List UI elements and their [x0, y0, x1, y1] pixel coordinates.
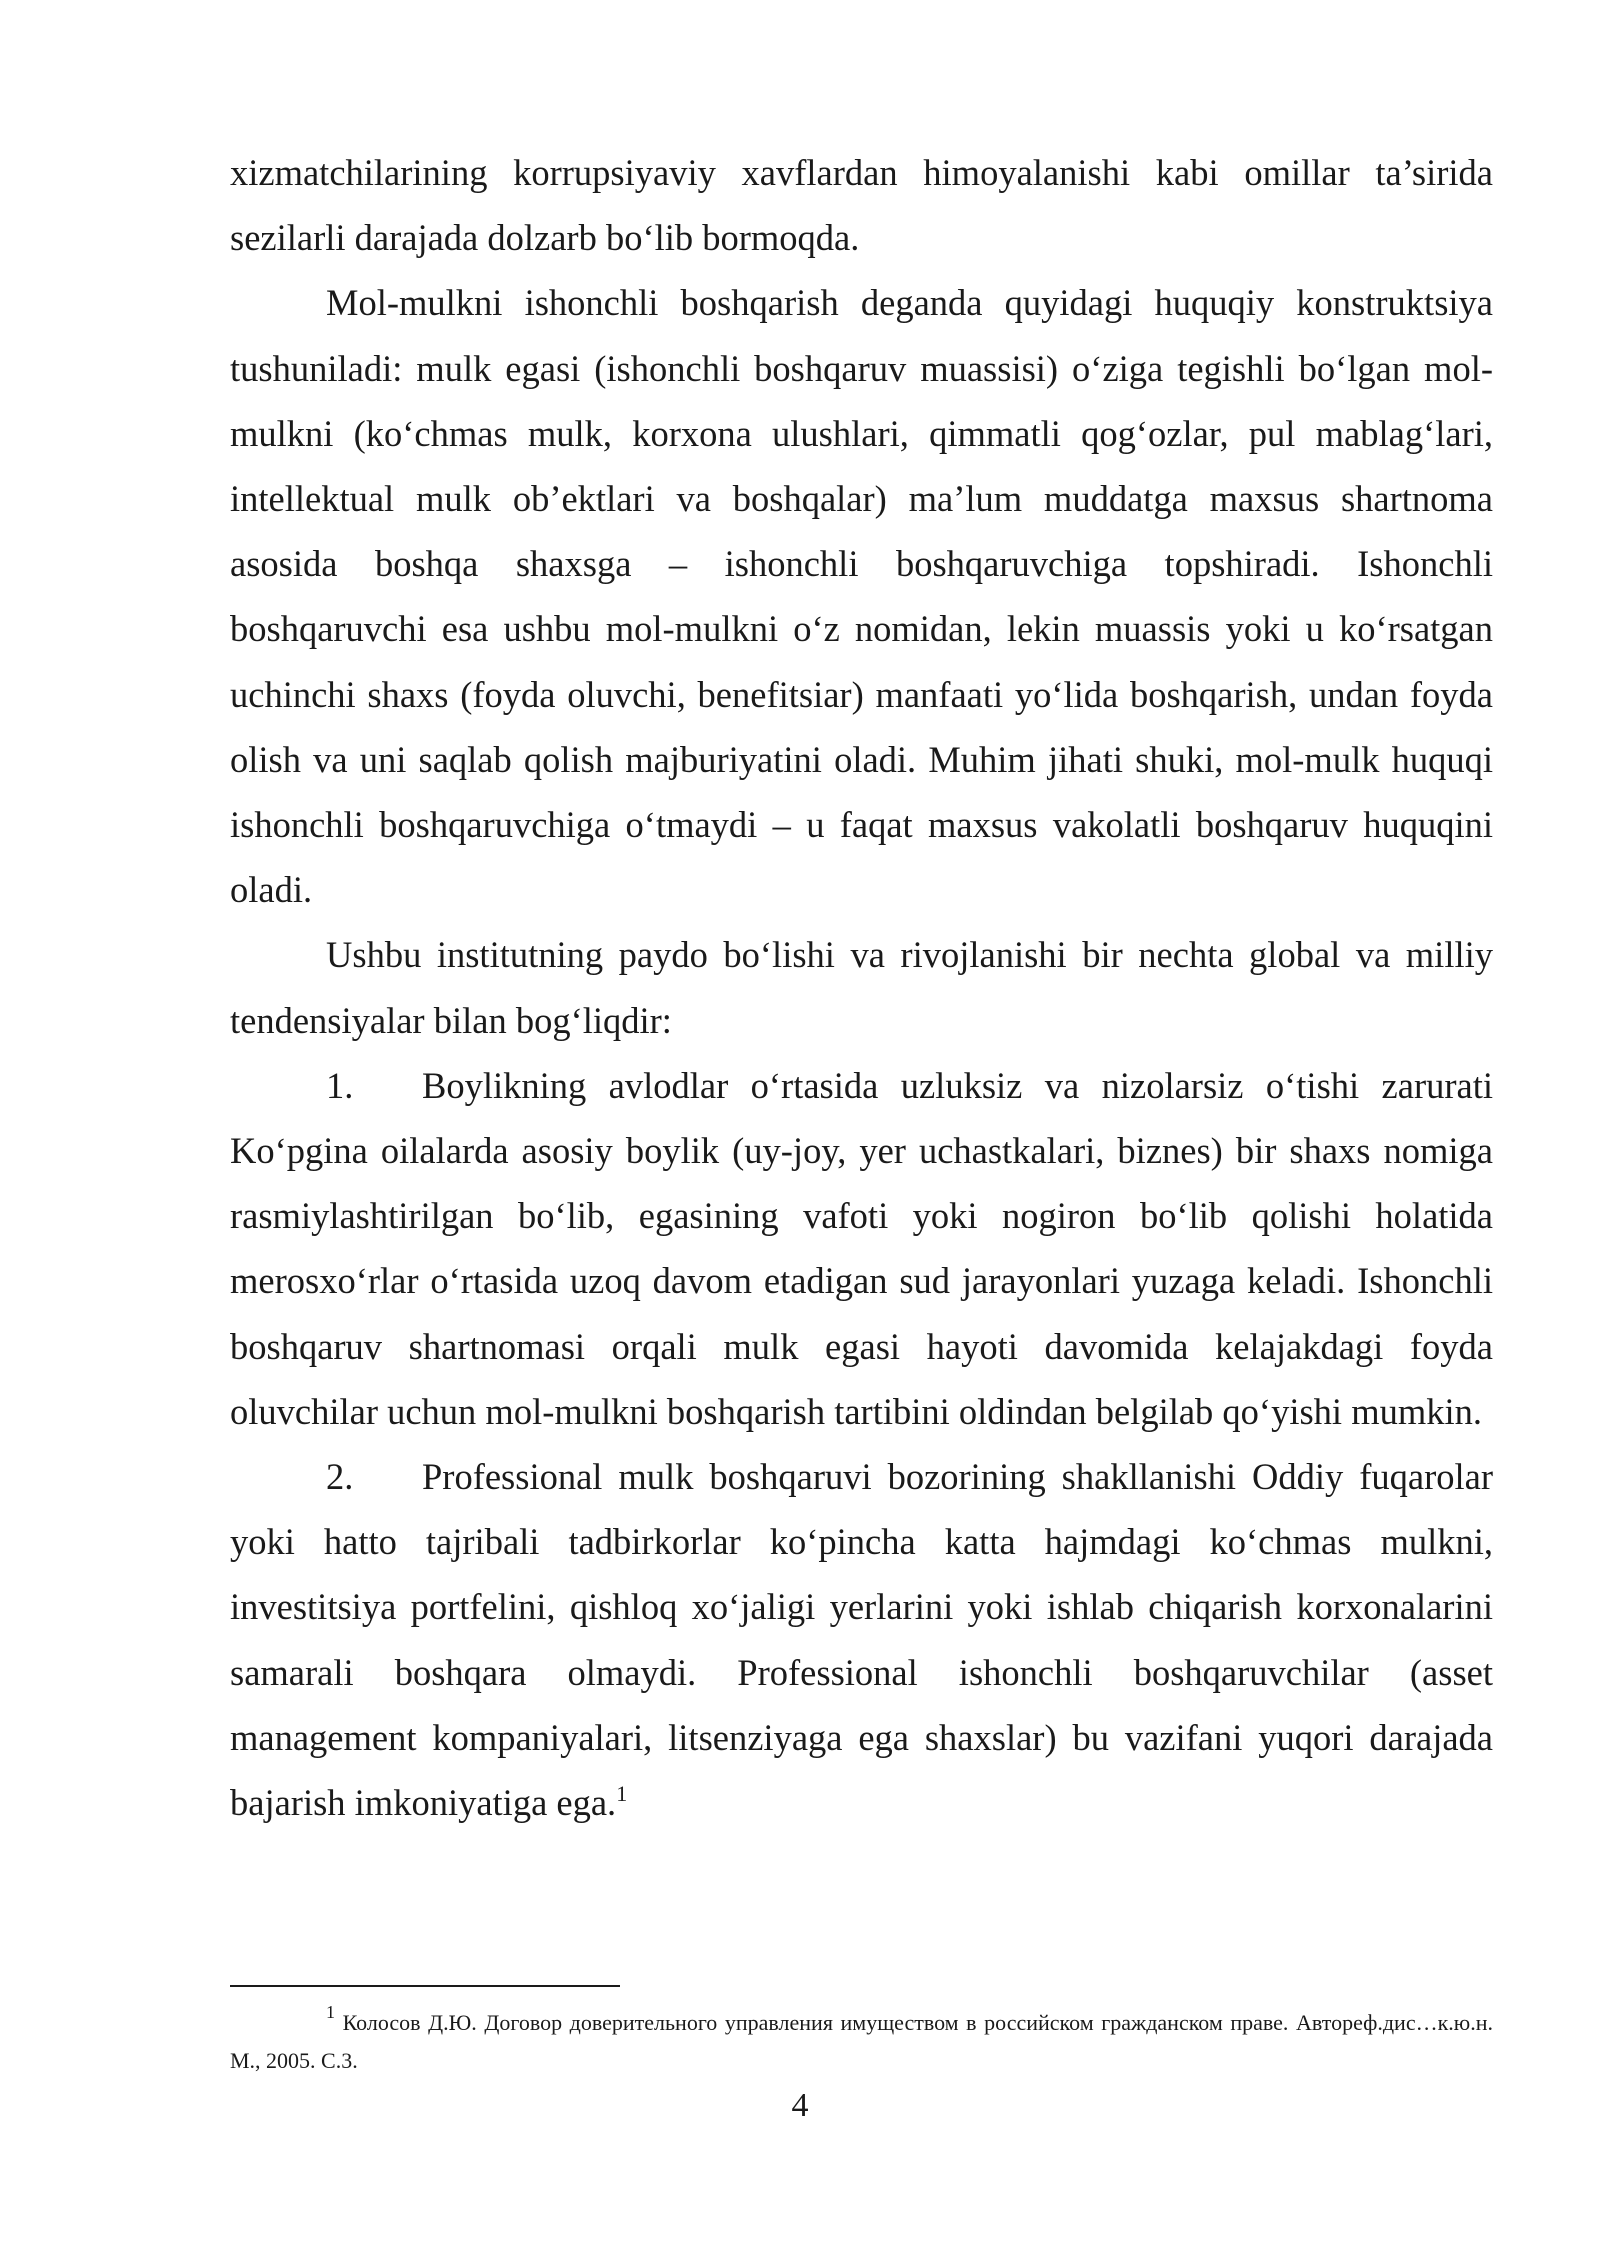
footnote-reference[interactable]: 1 [616, 1781, 628, 1807]
footnote-separator [230, 1985, 620, 1987]
list-item-2 [230, 1444, 1493, 1835]
footnote [230, 2004, 1493, 2080]
paragraph-continuation: xizmatchilarining korrupsiyaviy xavflardan himoyalanishi kabi omillar ta’sirida sezilarli darajada dolzarb bo‘lib bormoqda. [230, 152, 1493, 259]
list-item-number: 1. [326, 1064, 354, 1106]
paragraph-intro-list: Ushbu institutning paydo bo‘lishi va rivojlanishi bir nechta global va milliy tendensiyalar bilan bog‘liqdir: [230, 934, 1493, 1041]
footnote-marker: 1 [326, 2002, 335, 2022]
list-item-text: Professional mulk boshqaruvi bozorining shakllanishi Oddiy fuqarolar yoki hatto tajribali tadbirkorlar ko‘pincha katta hajmdagi ko‘chmas mulkni, investitsiya portfelini, qishloq xo‘jaligi yerlarini yoki ishlab chiqarish korxonalarini samarali boshqara olmaydi. Professional ishonchli boshqaruvchilar (asset management kompaniyalari, litsenziyaga ega shaxslar) bu vazifani yuqori darajada bajarish imkoniyatiga ega. [230, 1456, 1493, 1824]
list-item-number: 2. [326, 1456, 354, 1498]
document-page [230, 140, 1493, 1835]
paragraph-definition: Mol-mulkni ishonchli boshqarish deganda quyidagi huquqiy konstruktsiya tushuniladi: mulk egasi (ishonchli boshqaruv muassisi) o‘ziga tegishli bo‘lgan mol-mulkni (ko‘chmas mulk, korxona ulushlari, qimmatli qog‘ozlar, pul mablag‘lari, intellektual mulk ob’ektlari va boshqalar) ma’lum muddatga maxsus shartnoma asosida boshqa shaxsga – ishonchli boshqaruvchiga topshiradi. Ishonchli boshqaruvchi esa ushbu mol-mulkni o‘z nomidan, lekin muassis yoki u ko‘rsatgan uchinchi shaxs (foyda oluvchi, benefitsiar) manfaati yo‘lida boshqarish, undan foyda olish va uni saqlab qolish majburiyatini oladi. Muhim jihati shuki, mol-mulk huquqi ishonchli boshqaruvchiga o‘tmaydi – u faqat maxsus vakolatli boshqaruv huquqini oladi. [230, 282, 1493, 911]
footnote-text: Колосов Д.Ю. Договор доверительного управления имуществом в российском гражданском праве. Автореф.дис…к.ю.н. М., 2005. С.3. [230, 2010, 1493, 2073]
list-item-1 [230, 1053, 1493, 1444]
footnote-paragraph [230, 2004, 1493, 2080]
page-number: 4 [791, 2087, 809, 2124]
body-text [230, 140, 1493, 1835]
list-item-text: Boylikning avlodlar o‘rtasida uzluksiz va nizolarsiz o‘tishi zarurati Ko‘pgina oilalarda asosiy boylik (uy-joy, yer uchastkalari, biznes) bir shaxs nomiga rasmiylashtirilgan bo‘lib, egasining vafoti yoki nogiron bo‘lib qolishi holatida merosxo‘rlar o‘rtasida uzoq davom etadigan sud jarayonlari yuzaga keladi. Ishonchli boshqaruv shartnomasi orqali mulk egasi hayoti davomida kelajakdagi foyda oluvchilar uchun mol-mulkni boshqarish tartibini oldindan belgilab qo‘yishi mumkin. [230, 1064, 1493, 1432]
